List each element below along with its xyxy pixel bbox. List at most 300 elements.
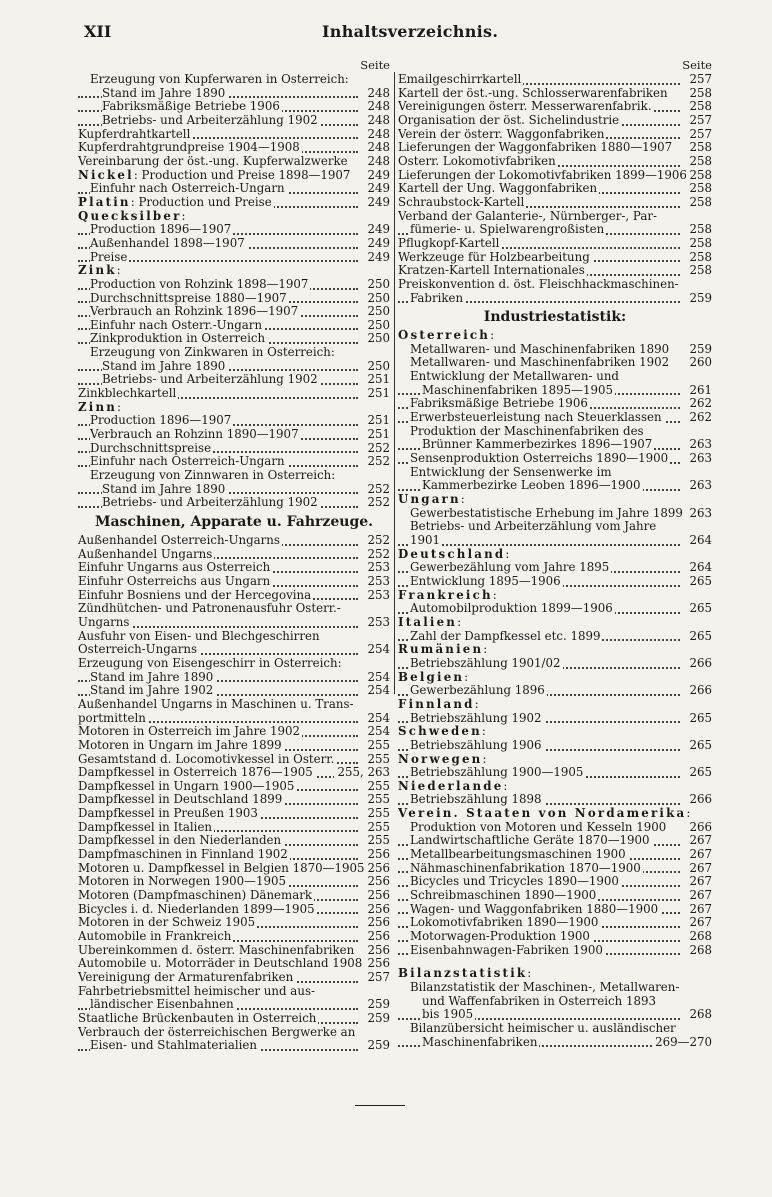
toc-entry — [398, 575, 712, 589]
toc-entry-text: Eisen- und Stahlmaterialien — [90, 1039, 257, 1053]
toc-entry-text: Kratzen-Kartell Internationales — [398, 264, 585, 278]
toc-entry — [398, 671, 712, 685]
toc-entry-text: Frankreich: — [398, 588, 497, 602]
toc-entry — [78, 834, 390, 848]
toc-entry-text: Organisation der öst. Sichelindustrie — [398, 113, 620, 127]
page-ref: 250 — [364, 292, 390, 306]
page-ref: 267 — [686, 834, 712, 848]
toc-entry-text: Zinn: — [78, 400, 122, 414]
toc-entry-text: Einfuhr nach Österr.-Ungarn — [90, 318, 263, 332]
toc-entry-text: Gewerbezählung 1896 — [410, 684, 545, 698]
toc-entry — [398, 643, 712, 657]
toc-entry — [78, 182, 390, 196]
toc-entry — [78, 602, 390, 616]
toc-entry — [78, 712, 390, 726]
toc-entry-text: Fabriksmäßige Betriebe 1906 — [102, 100, 280, 114]
page-ref: 260 — [686, 356, 712, 370]
toc-entry — [78, 780, 390, 794]
toc-entry-text: Zinkblechkartell — [78, 387, 177, 401]
page-ref: 264 — [686, 534, 712, 548]
toc-entry-text: Produktion der Maschinenfabriken des — [410, 424, 644, 438]
section-heading: Maschinen, Apparate u. Fahrzeuge. — [94, 514, 374, 530]
toc-entry-text: Betriebs- und Arbeiterzählung 1902 — [102, 373, 318, 387]
toc-entry-text: Schreibmaschinen 1890—1900 — [410, 889, 597, 903]
page-ref: 258 — [686, 223, 712, 237]
toc-entry-text: Metallwaren- und Maschinenfabriken 1890 — [410, 342, 670, 356]
page-ref: 255 — [364, 821, 390, 835]
page-ref: 265 — [686, 766, 712, 780]
page-ref: 258 — [686, 169, 712, 183]
page-ref: 255 — [364, 780, 390, 794]
toc-entry — [78, 1039, 390, 1053]
page-ref: 254 — [364, 643, 390, 657]
page-ref: 250 — [364, 319, 390, 333]
page-ref: 249 — [364, 223, 390, 237]
toc-entry — [398, 169, 712, 183]
toc-entry — [78, 985, 390, 999]
toc-entry-text: Verbrauch an Rohzink 1896—1907 — [90, 305, 299, 319]
page-ref: 248 — [364, 100, 390, 114]
page-ref: 265 — [686, 630, 712, 644]
page-ref: 253 — [364, 616, 390, 630]
page-ref: 265 — [686, 712, 712, 726]
toc-entry-text: Motoren (Dampfmaschinen) Dänemark — [78, 889, 313, 903]
toc-entry — [398, 561, 712, 575]
page-ref: 248 — [364, 141, 390, 155]
toc-entry-text: Stand im Jahre 1890 — [102, 86, 226, 100]
page-ref: 263 — [686, 438, 712, 452]
toc-entry-text: Nickel: Production und Preise 1898—1907 — [78, 168, 351, 182]
toc-entry — [398, 1036, 712, 1050]
toc-entry-text: Zündhütchen- und Patronenausfuhr Österr.- — [78, 602, 341, 616]
toc-entry-text: Lieferungen der Lokomotivfabriken 1899—1906 — [398, 168, 687, 182]
toc-entry-text: Verbrauch der österreichischen Bergwerke an — [78, 1025, 356, 1039]
toc-entry — [78, 971, 390, 985]
toc-entry-text: Schraubstock-Kartell — [398, 195, 525, 209]
page-ref: 267 — [686, 848, 712, 862]
toc-entry — [78, 875, 390, 889]
toc-entry — [78, 753, 390, 767]
toc-entry — [78, 100, 390, 114]
toc-entry-text: Stand im Jahre 1890 — [102, 482, 226, 496]
toc-entry — [78, 428, 390, 442]
seite-label: Seite — [682, 58, 712, 72]
page-ref: 266 — [686, 684, 712, 698]
toc-entry-text: Kartell der öst.-ung. Schlosserwarenfabriken — [398, 86, 668, 100]
toc-entry — [78, 210, 390, 224]
page-ref: 258 — [686, 87, 712, 101]
toc-entry-text: Preise — [90, 250, 128, 264]
page-ref: 267 — [686, 889, 712, 903]
toc-entry-text: Erzeugung von Kupferwaren in Österreich: — [90, 73, 349, 86]
page-ref: 267 — [686, 875, 712, 889]
toc-entry-text: Pflugkopf-Kartell — [398, 236, 500, 250]
toc-entry — [78, 684, 390, 698]
toc-entry — [398, 223, 712, 237]
toc-entry-text: Betriebszählung 1906 — [410, 738, 542, 752]
toc-entry — [398, 657, 712, 671]
page-ref: 257 — [364, 971, 390, 985]
toc-entry-text: Landwirtschaftliche Geräte 1870—1900 — [410, 834, 650, 848]
toc-entry-text: Einfuhr Österreichs aus Ungarn — [78, 574, 271, 588]
toc-entry — [398, 507, 712, 521]
toc-entry — [398, 589, 712, 603]
toc-entry-text: Bilanzübersicht heimischer u. ausländischer — [410, 1021, 676, 1035]
toc-entry — [78, 346, 390, 360]
toc-entry — [78, 548, 390, 562]
toc-entry — [398, 452, 712, 466]
toc-entry — [78, 766, 390, 780]
toc-entry — [398, 739, 712, 753]
toc-entry-text: Lokomotivfabriken 1890—1900 — [410, 916, 599, 930]
toc-entry-text: Erzeugung von Zinnwaren in Österreich: — [90, 469, 336, 483]
toc-entry — [78, 73, 390, 87]
toc-entry-text: Produktion von Motoren und Kesseln 1900 — [410, 820, 667, 834]
toc-entry — [398, 411, 712, 425]
page-ref: 262 — [686, 397, 712, 411]
toc-entry — [78, 196, 390, 210]
toc-entry — [398, 903, 712, 917]
toc-entry-text: Production 1896—1907 — [90, 414, 232, 428]
toc-entry — [398, 356, 712, 370]
page-ref: 256 — [364, 944, 390, 958]
toc-entry — [398, 766, 712, 780]
page-ref: 251 — [364, 387, 390, 401]
toc-entry-text: Verein der österr. Waggonfabriken — [398, 127, 605, 141]
page-ref: 249 — [364, 237, 390, 251]
toc-entry-text: Stand im Jahre 1890 — [102, 359, 226, 373]
toc-entry — [398, 780, 712, 794]
page-ref: 266 — [686, 821, 712, 835]
toc-entry-text: Betriebszählung 1898 — [410, 793, 542, 807]
toc-entry — [78, 1026, 390, 1040]
toc-entry-text: Dampfmaschinen in Finnland 1902 — [78, 848, 288, 862]
toc-entry — [398, 251, 712, 265]
toc-entry — [78, 387, 390, 401]
toc-entry-text: Norwegen: — [398, 752, 487, 766]
toc-entry — [398, 630, 712, 644]
toc-entry-text: Maschinenfabriken — [422, 1035, 538, 1049]
page-ref: 258 — [686, 237, 712, 251]
toc-entry — [78, 141, 390, 155]
toc-entry-text: Vereinigungen österr. Messerwarenfabrik. — [398, 100, 652, 114]
toc-entry-text: Platin: Production und Preise — [78, 195, 272, 209]
toc-entry — [398, 466, 712, 480]
page-ref: 263 — [686, 479, 712, 493]
page-ref: 248 — [364, 87, 390, 101]
toc-entry — [398, 73, 712, 87]
page-ref: 250 — [364, 305, 390, 319]
toc-right-column — [398, 58, 712, 1049]
toc-entry-text: Dampfkessel in den Niederlanden — [78, 834, 282, 848]
page-ref: 257 — [686, 73, 712, 87]
toc-entry — [398, 889, 712, 903]
toc-entry-text: 1901 — [410, 534, 441, 547]
page-ref: 252 — [364, 483, 390, 497]
toc-entry-text: Außenhandel Ungarns in Maschinen u. Trans- — [78, 697, 354, 711]
page-ref: 258 — [686, 264, 712, 278]
toc-entry-text: Vereinbarung der öst.-ung. Kupferwalzwerke — [78, 154, 348, 168]
toc-entry-text: Motoren in Ungarn im Jahre 1899 — [78, 738, 282, 752]
toc-entry-text: Entwicklung der Sensenwerke im — [410, 465, 612, 479]
toc-entry — [78, 264, 390, 278]
toc-entry-text: Betriebszählung 1902 — [410, 711, 542, 725]
toc-entry — [398, 698, 712, 712]
toc-entry-text: Einfuhr Bosniens und der Hercegovina — [78, 588, 312, 602]
page-ref: 256 — [364, 930, 390, 944]
page-ref: 258 — [686, 100, 712, 114]
toc-entry-text: bis 1905 — [422, 1008, 474, 1022]
page-ref: 255 — [364, 834, 390, 848]
page-ref: 263 — [686, 507, 712, 521]
toc-entry — [78, 725, 390, 739]
toc-entry-text: Außenhandel Ungarns — [78, 547, 213, 561]
toc-entry-text: Schweden: — [398, 725, 486, 739]
bottom-rule — [355, 1105, 405, 1106]
page-ref: 249 — [364, 182, 390, 196]
toc-entry — [78, 616, 390, 630]
toc-entry — [78, 957, 390, 971]
toc-entry-text: Italien: — [398, 615, 462, 629]
toc-entry-text: Einfuhr nach Österreich-Ungarn — [90, 455, 285, 469]
toc-entry — [78, 114, 390, 128]
toc-entry-text: Betriebszählung 1900—1905 — [410, 766, 584, 780]
toc-entry-text: Stand im Jahre 1902 — [90, 684, 214, 698]
page-ref: 249 — [364, 251, 390, 265]
toc-entry — [78, 414, 390, 428]
toc-entry-text: Eisenbahnwagen-Fabriken 1900 — [410, 943, 603, 957]
toc-entry — [78, 821, 390, 835]
toc-entry — [78, 305, 390, 319]
toc-entry — [78, 575, 390, 589]
toc-entry-text: Entwicklung der Metallwaren- und — [410, 370, 619, 384]
page-ref: 256 — [364, 916, 390, 930]
toc-entry — [398, 100, 712, 114]
page-ref: 252 — [364, 455, 390, 469]
toc-entry-text: Betriebszählung 1901/02 — [410, 656, 561, 670]
page-ref: 259 — [686, 343, 712, 357]
toc-entry — [398, 278, 712, 292]
toc-entry-text: Ungarn: — [398, 493, 465, 507]
toc-entry-text: Entwicklung 1895—1906 — [410, 574, 561, 588]
toc-entry-text: Kartell der Ung. Waggonfabriken — [398, 182, 598, 196]
toc-entry — [78, 128, 390, 142]
toc-entry-text: Bicycles und Tricycles 1890—1900 — [410, 875, 619, 889]
toc-entry-text: Ausfuhr von Eisen- und Blechgeschirren — [78, 629, 320, 643]
toc-entry — [398, 807, 712, 821]
page-ref: 267 — [686, 903, 712, 917]
toc-entry-text: Übereinkommen d. österr. Maschinenfabriken — [78, 943, 355, 957]
page-ref: 261 — [686, 384, 712, 398]
toc-entry — [398, 141, 712, 155]
page-ref: 252 — [364, 548, 390, 562]
page-ref: 267 — [686, 916, 712, 930]
toc-entry-text: Niederlande: — [398, 779, 508, 793]
page-ref: 256 — [364, 957, 390, 971]
page-ref: 256 — [364, 903, 390, 917]
toc-entry-text: Automobile in Frankreich — [78, 930, 232, 944]
toc-entry — [78, 155, 390, 169]
toc-entry-text: Österreich: — [398, 329, 495, 343]
page-ref: 255 — [364, 739, 390, 753]
toc-entry-text: Stand im Jahre 1890 — [90, 670, 214, 684]
toc-entry-text: Belgien: — [398, 670, 469, 684]
toc-entry-text: Durchschnittspreise 1880—1907 — [90, 291, 287, 305]
page-ref: 250 — [364, 360, 390, 374]
toc-entry — [398, 944, 712, 958]
toc-entry — [78, 278, 390, 292]
toc-entry-text: Österr. Lokomotivfabriken — [398, 154, 556, 168]
toc-entry — [398, 438, 712, 452]
page-ref: 254 — [364, 725, 390, 739]
toc-entry-text: Brünner Kammerbezirkes 1896—1907 — [422, 438, 653, 452]
toc-entry-text: Verband der Galanterie-, Nürnberger-, Par- — [398, 209, 657, 223]
page-ref: 254 — [364, 684, 390, 698]
toc-entry — [78, 671, 390, 685]
toc-entry — [398, 995, 712, 1009]
page-ref: 259 — [364, 998, 390, 1012]
toc-entry-text: Vereinigung der Armaturenfabriken — [78, 971, 294, 984]
page-ref: 255 — [364, 753, 390, 767]
toc-entry-text: Preiskonvention d. öst. Fleischhackmaschinen- — [398, 277, 679, 291]
page-ref: 257 — [686, 128, 712, 142]
toc-entry-text: portmitteln — [78, 711, 146, 725]
toc-entry-text: Verbrauch an Rohzinn 1890—1907 — [90, 428, 299, 442]
page-ref: 258 — [686, 155, 712, 169]
toc-entry — [398, 329, 712, 343]
toc-entry — [78, 319, 390, 333]
toc-entry-text: Kammerbezirke Leoben 1896—1900 — [422, 479, 641, 493]
toc-entry — [398, 87, 712, 101]
toc-entry-text: Automobilproduktion 1899—1906 — [410, 602, 613, 616]
toc-entry-text: Fabriksmäßige Betriebe 1906 — [410, 397, 588, 411]
toc-entry-text: Emailgeschirrkartell — [398, 73, 522, 86]
page-ref: 259 — [364, 1012, 390, 1026]
page-ref: 258 — [686, 251, 712, 265]
toc-entry — [398, 114, 712, 128]
toc-entry — [398, 425, 712, 439]
page-ref: 254 — [364, 671, 390, 685]
column-divider — [394, 72, 395, 694]
toc-entry-text: Betriebs- und Arbeiterzählung 1902 — [102, 496, 318, 510]
toc-entry-text: Kupferdrahtkartell — [78, 127, 191, 141]
page-ref: 251 — [364, 373, 390, 387]
toc-entry — [78, 848, 390, 862]
toc-entry — [78, 360, 390, 374]
page-ref: 251 — [364, 428, 390, 442]
page-ref: 249 — [364, 169, 390, 183]
toc-entry — [398, 602, 712, 616]
toc-entry — [398, 155, 712, 169]
toc-entry-text: Außenhandel Österreich-Ungarns — [78, 534, 280, 547]
seite-label: Seite — [360, 58, 390, 72]
page-ref: 264 — [686, 561, 712, 575]
toc-entry — [78, 251, 390, 265]
page-ref: 268 — [686, 944, 712, 958]
toc-entry — [398, 196, 712, 210]
toc-entry — [398, 753, 712, 767]
toc-entry — [78, 561, 390, 575]
toc-entry — [78, 889, 390, 903]
page-ref: 256 — [364, 862, 390, 876]
toc-entry — [398, 712, 712, 726]
toc-entry-text: Erzeugung von Eisengeschirr in Österreich: — [78, 656, 342, 670]
toc-entry — [398, 834, 712, 848]
toc-entry — [398, 1022, 712, 1036]
toc-entry-text: Durchschnittspreise — [90, 441, 212, 455]
page-ref: 248 — [364, 155, 390, 169]
toc-entry-text: Motoren u. Dampfkessel in Belgien 1870—1905 — [78, 861, 365, 875]
toc-entry-text: Zinkproduktion in Österreich — [90, 332, 266, 346]
page-ref: 265 — [686, 739, 712, 753]
page-ref: 268 — [686, 1008, 712, 1022]
page-ref: 255 — [364, 793, 390, 807]
toc-entry — [398, 534, 712, 548]
toc-entry-text: Dampfkessel in Deutschland 1899 — [78, 793, 283, 807]
page-ref: 265 — [686, 602, 712, 616]
page-ref: 255, 263 — [334, 766, 390, 780]
page-ref: 265 — [686, 575, 712, 589]
page-ref: 251 — [364, 414, 390, 428]
toc-entry — [78, 630, 390, 644]
toc-entry-text: Lieferungen der Waggonfabriken 1880—1907 — [398, 141, 673, 155]
toc-entry-text: Zahl der Dampfkessel etc. 1899 — [410, 629, 601, 643]
toc-entry — [398, 821, 712, 835]
toc-entry — [398, 848, 712, 862]
page-ref: 259 — [686, 292, 712, 306]
toc-entry — [78, 903, 390, 917]
toc-entry-text: Staatliche Brückenbauten in Österreich — [78, 1011, 317, 1025]
page-ref: 262 — [686, 411, 712, 425]
page-ref: 253 — [364, 589, 390, 603]
toc-entry-text: Ungarns — [78, 615, 130, 629]
toc-entry-text: Betriebs- und Arbeiterzählung 1902 — [102, 113, 318, 127]
toc-entry — [78, 862, 390, 876]
page-ref: 256 — [364, 889, 390, 903]
toc-entry — [398, 616, 712, 630]
page-ref: 268 — [686, 930, 712, 944]
toc-entry — [78, 237, 390, 251]
toc-entry-text: Verein. Staaten von Nordamerika: — [398, 807, 691, 821]
toc-entry-text: Erzeugung von Zinkwaren in Österreich: — [90, 346, 335, 360]
toc-entry — [78, 223, 390, 237]
page-ref: 258 — [686, 141, 712, 155]
toc-entry-text: Einfuhr nach Österreich-Ungarn — [90, 182, 285, 196]
toc-entry — [398, 725, 712, 739]
toc-entry — [78, 643, 390, 657]
toc-entry — [78, 332, 390, 346]
toc-entry — [78, 916, 390, 930]
toc-entry-text: Dampfkessel in Ungarn 1900—1905 — [78, 779, 295, 793]
toc-entry-text: Außenhandel 1898—1907 — [90, 236, 245, 250]
toc-entry — [398, 967, 712, 981]
toc-entry-text: Gewerbestatistische Erhebung im Jahre 1899 — [410, 506, 683, 520]
toc-entry-text: Dampfkessel in Preußen 1903 — [78, 807, 258, 821]
toc-entry — [78, 483, 390, 497]
toc-entry-text: Motoren in Norwegen 1900—1905 — [78, 875, 286, 889]
page-ref: 253 — [364, 561, 390, 575]
toc-entry — [398, 343, 712, 357]
toc-entry — [398, 292, 712, 306]
spacer — [398, 957, 712, 967]
toc-entry-text: Bicycles i. d. Niederlanden 1899—1905 — [78, 902, 315, 916]
page-ref: 250 — [364, 332, 390, 346]
toc-entry-text: Metallbearbeitungsmaschinen 1900 — [410, 848, 626, 862]
toc-entry — [78, 1012, 390, 1026]
page-ref: 258 — [686, 196, 712, 210]
toc-entry — [78, 534, 390, 548]
toc-entry-text: Deutschland: — [398, 547, 510, 561]
